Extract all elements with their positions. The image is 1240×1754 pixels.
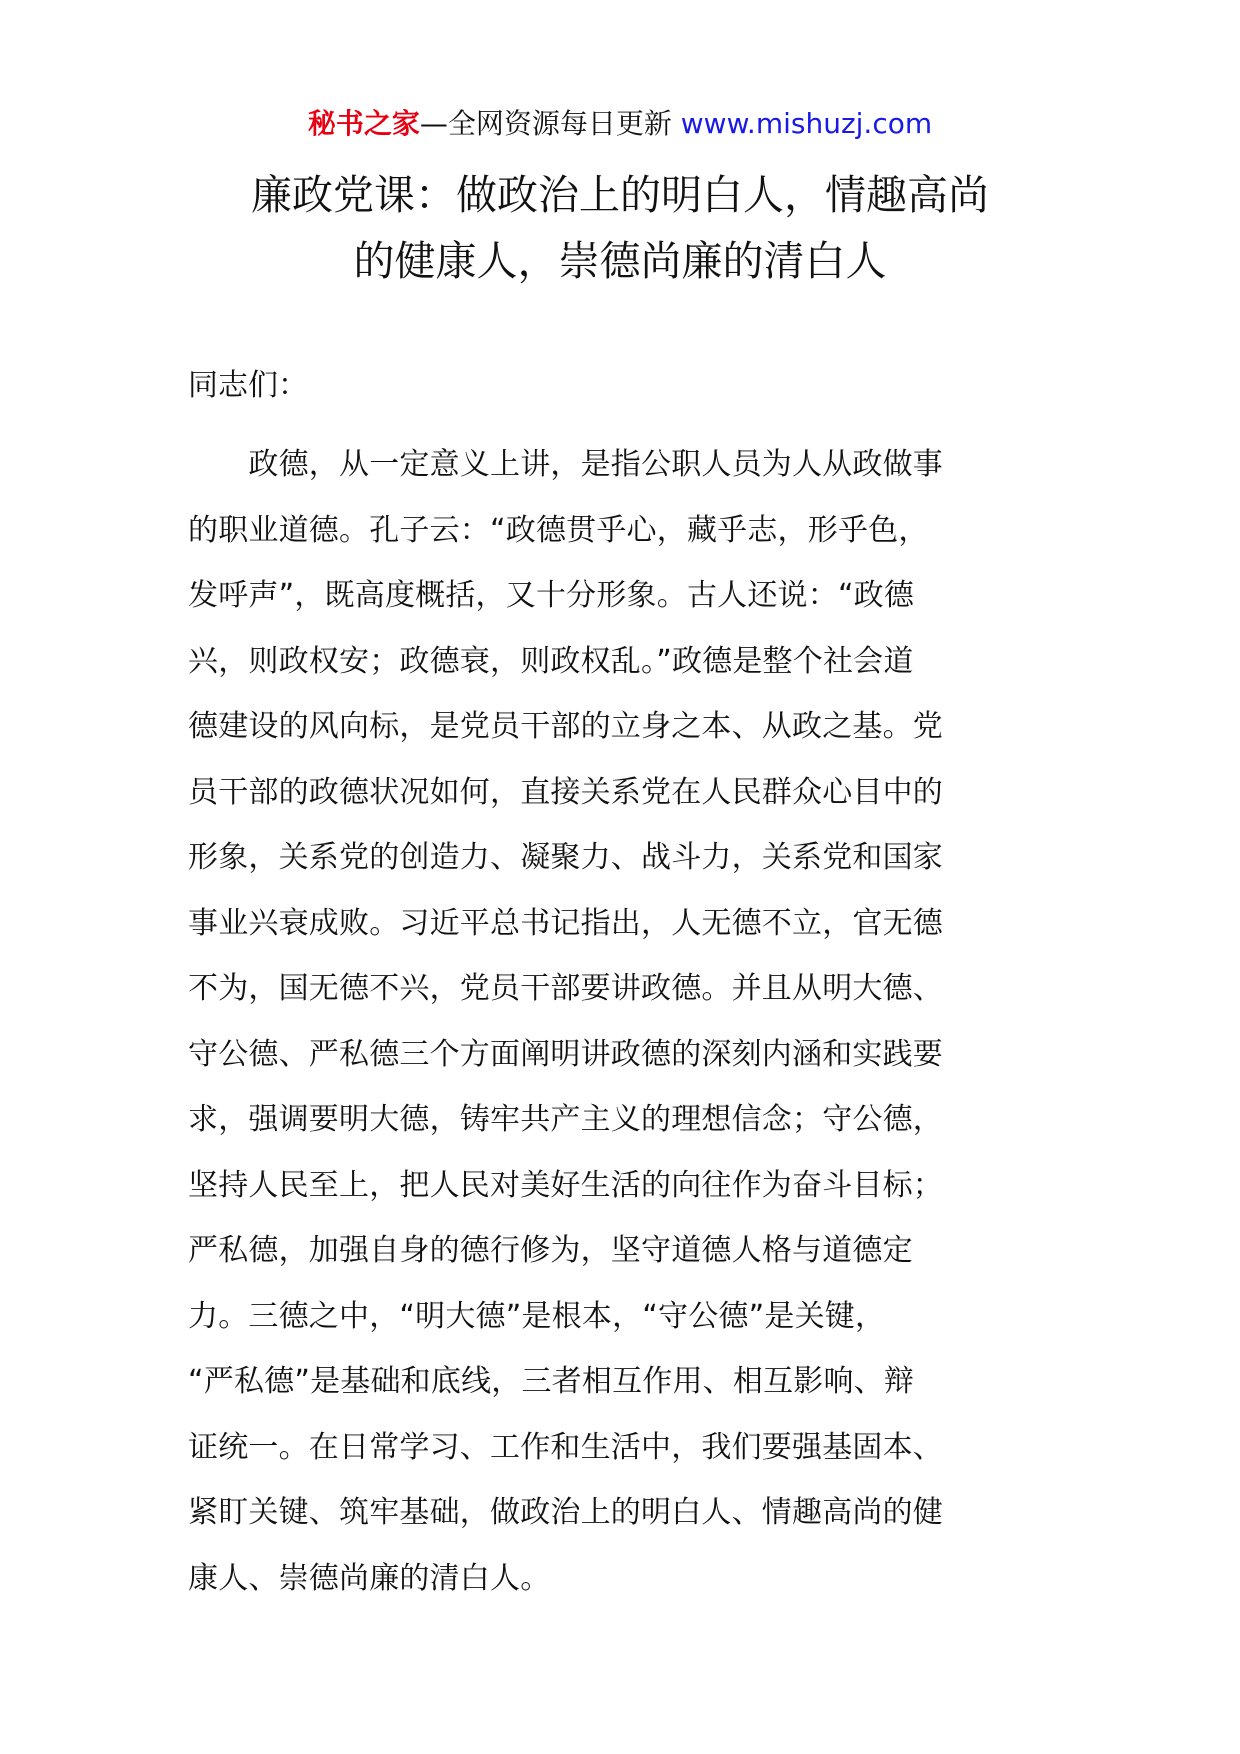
paragraph-line: 形象，关系党的创造力、凝聚力、战斗力，关系党和国家 (188, 840, 943, 875)
paragraph-line: 康人、崇德尚廉的清白人。 (188, 1560, 551, 1596)
salutation: 同志们： (188, 368, 308, 403)
paragraph-line: 严私德，加强自身的德行修为，坚守道德人格与道德定 (188, 1233, 913, 1268)
site-header (0, 104, 1240, 144)
paragraph-line: 守公德、严私德三个方面阐明讲政德的深刻内涵和实践要 (188, 1036, 943, 1072)
paragraph-line: 紧盯关键、筑牢基础，做政治上的明白人、情趣高尚的健 (188, 1495, 943, 1530)
paragraph-line: 坚持人民至上，把人民对美好生活的向往作为奋斗目标； (188, 1167, 943, 1203)
paragraph-line: 发呼声”，既高度概括，又十分形象。古人还说：“政德 (188, 578, 915, 613)
paragraph-line: 兴，则政权安；政德衰，则政权乱。”政德是整个社会道 (188, 643, 914, 679)
title-line-1: 廉政党课：做政治上的明白人，情趣高尚 (251, 171, 989, 219)
title-line-2: 的健康人，崇德尚廉的清白人 (353, 237, 887, 285)
site-url[interactable]: www.mishuzj.com (680, 107, 933, 140)
paragraph-line: 证统一。在日常学习、工作和生活中，我们要强基固本、 (188, 1429, 943, 1465)
paragraph-line: 不为，国无德不兴，党员干部要讲政德。并且从明大德、 (188, 971, 943, 1006)
header-tagline: —全网资源每日更新 (419, 107, 681, 140)
paragraph-line: 德建设的风向标，是党员干部的立身之本、从政之基。党 (188, 709, 943, 744)
paragraph-line: 求，强调要明大德，铸牢共产主义的理想信念；守公德， (188, 1102, 943, 1137)
paragraph-line: 的职业道德。孔子云：“政德贯乎心，藏乎志，形乎色， (188, 512, 929, 548)
paragraph-line: 员干部的政德状况如何，直接关系党在人民群众心目中的 (188, 774, 943, 810)
document-title (180, 162, 1060, 294)
body-paragraph (188, 432, 1058, 1611)
paragraph-line: 事业兴衰成败。习近平总书记指出，人无德不立，官无德 (188, 905, 943, 941)
paragraph-line: “严私德”是基础和底线，三者相互作用、相互影响、辩 (188, 1364, 915, 1399)
brand-name: 秘书之家 (307, 107, 420, 140)
paragraph-line: 政德，从一定意义上讲，是指公职人员为人从政做事 (188, 447, 943, 482)
paragraph-line: 力。三德之中，“明大德”是根本，“守公德”是关键， (188, 1298, 886, 1334)
